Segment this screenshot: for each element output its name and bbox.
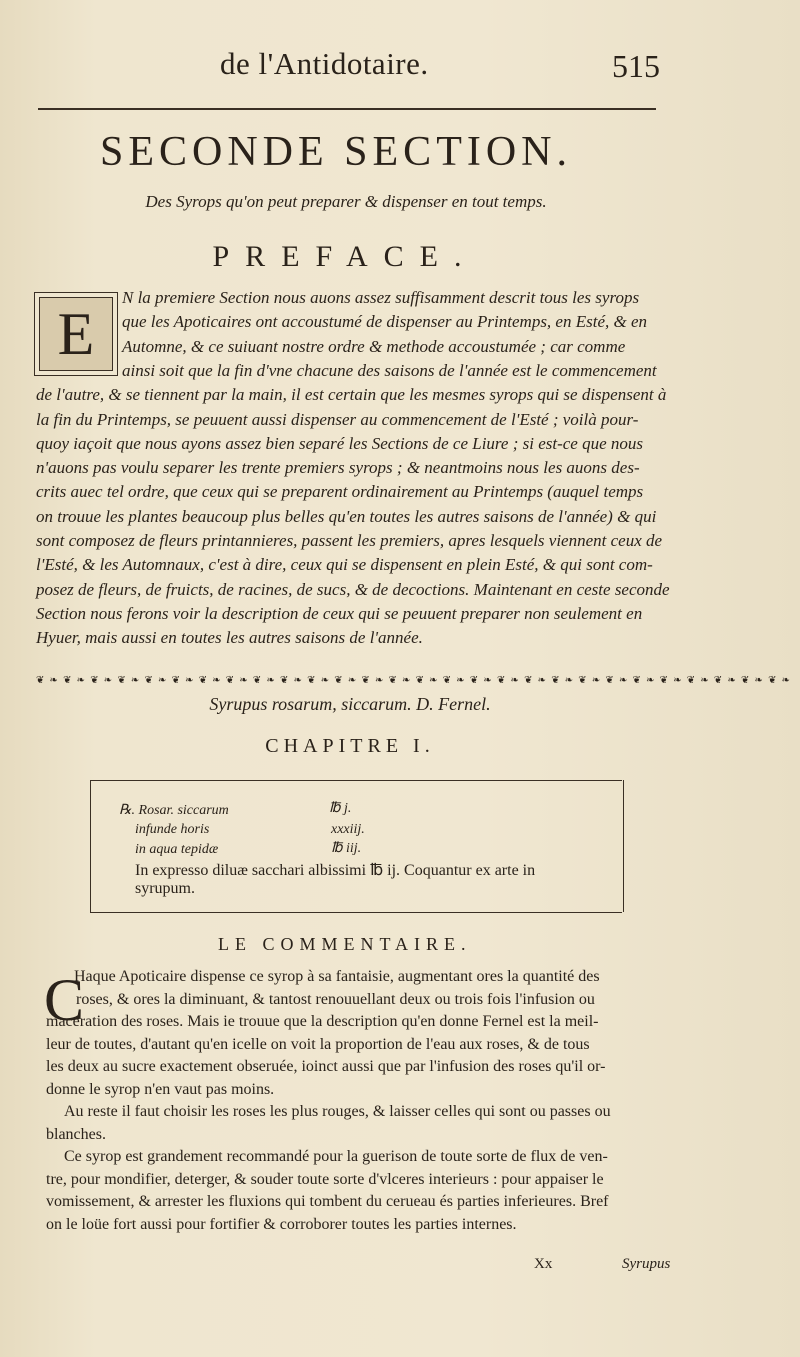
commentary-line: vomissement, & arrester les fluxions qui tombent du cerueau és parties inferieures. Bref xyxy=(46,1193,609,1210)
commentary-line: maceration des roses. Mais ie trouue que la description qu'en donne Fernel est la meil- xyxy=(46,1013,599,1030)
recipe-ingredient: ℞. Rosar. siccarum xyxy=(119,803,229,818)
preface-line: n'auons pas voulu separer les trente premiers syrops ; & neantmoins nous les auons des- xyxy=(36,458,640,478)
preface-line: Section nous ferons voir la description de ceux qui se peuuent preparer non seulement en xyxy=(36,603,643,623)
catchword: Syrupus xyxy=(622,1256,671,1272)
recipe-instruction: In expresso diluæ sacchari albissimi ℔ ij. Coquantur ex arte in xyxy=(135,862,536,879)
recipe-box xyxy=(90,780,624,912)
ornamental-divider: ❦ ❧ ❦ ❧ ❦ ❧ ❦ ❧ ❦ ❧ ❦ ❧ ❦ ❧ ❦ ❧ ❦ ❧ ❦ ❧ ❦ ❧ ❦ ❧ ❦ ❧ ❦ ❧ ❦ ❧ ❦ ❧ ❦ ❧ ❦ ❧ ❦ ❧ ❦ ❧ ❦ ❧ ❦ ❧ ❦ ❧ ❦ ❧ ❦ ❧ ❦ ❧ ❦ ❧ ❦ ❧ xyxy=(36,675,792,686)
commentary-line: donne le syrop n'en vaut pas moins. xyxy=(46,1080,275,1098)
recipe-ingredient: infunde horis xyxy=(135,822,210,837)
preface-line: sont composez de fleurs printannieres, passent les premiers, apres lesquels viennent ceux de xyxy=(36,531,663,550)
preface-line: posez de fleurs, de fruicts, de racines, de sucs, & de decoctions. Maintenant en ceste seconde xyxy=(36,579,670,599)
header-rule xyxy=(38,108,656,110)
commentary-line: tre, pour mondifier, deterger, & souder toute sorte d'vlceres interieurs : pour appaiser le xyxy=(46,1170,604,1188)
preface-line: la fin du Printemps, se peuuent aussi dispenser au commencement de l'Esté ; voilà pour- xyxy=(36,409,639,429)
decorated-initial: E xyxy=(34,292,118,376)
signature-mark: Xx xyxy=(534,1256,553,1272)
section-title: SECONDE SECTION. xyxy=(99,129,572,175)
preface-line: que les Apoticaires ont accoustumé de dispenser au Printemps, en Esté, & en xyxy=(122,312,648,332)
commentary-line: Au reste il faut choisir les roses les plus rouges, & laisser celles qui sont ou passes ou xyxy=(64,1103,611,1120)
running-header: de l'Antidotaire. xyxy=(220,46,429,81)
recipe-title: Syrupus rosarum, siccarum. D. Fernel. xyxy=(209,694,491,714)
commentary-line: Haque Apoticaire dispense ce syrop à sa fantaisie, augmentant ores la quantité des xyxy=(74,968,600,985)
page-number: 515 xyxy=(612,48,660,84)
commentary-line: Ce syrop est grandement recommandé pour la guerison de toute sorte de flux de ven- xyxy=(64,1148,608,1165)
preface-line: de l'autre, & se tiennent par la main, il est certain que les mesmes syrops qui se dispensent à xyxy=(36,385,667,405)
recipe-instruction: syrupum. xyxy=(135,880,195,897)
recipe-quantity: ℔ j. xyxy=(329,801,352,816)
preface-line: N la premiere Section nous auons assez suffisamment descrit tous les syrops xyxy=(122,288,640,307)
commentary-line: leur de toutes, d'autant qu'en icelle on voit la proportion de l'eau aux roses, & de tous xyxy=(46,1035,590,1053)
preface-line: l'Esté, & les Automnaux, c'est à dire, ceux qui se dispensent en plein Esté, & qui sont com- xyxy=(36,555,653,575)
section-subtitle: Des Syrops qu'on peut preparer & dispenser en tout temps. xyxy=(145,192,547,211)
preface-line: on trouue les plantes beaucoup plus belles qu'en toutes les autres saisons de l'année) & qui xyxy=(36,506,657,526)
commentary-line: on le loüe fort aussi pour fortifier & corroborer toutes les parties internes. xyxy=(46,1215,517,1233)
commentary-heading: LE COMMENTAIRE. xyxy=(218,934,472,954)
commentary-line: les deux au sucre exactement obseruée, ioinct aussi que par l'infusion des roses qu'il or- xyxy=(46,1058,606,1075)
preface-line: crits auec tel ordre, que ceux qui se preparent ordinairement au Printemps (auquel temps xyxy=(36,482,644,502)
recipe-box-bottom-rule xyxy=(90,912,622,913)
preface-line: Hyuer, mais aussi en toutes les autres saisons de l'année. xyxy=(36,628,423,648)
chapter-title: CHAPITRE I. xyxy=(265,735,435,757)
preface-heading: PREFACE. xyxy=(212,240,478,273)
preface-line: ainsi soit que la fin d'vne chacune des saisons de l'année est le commencement xyxy=(122,360,657,380)
commentary-line: roses, & ores la diminuant, & tantost renouuellant deux ou trois fois l'infusion ou xyxy=(76,990,595,1008)
preface-line: quoy iaçoit que nous ayons assez bien separé les Sections de ce Liure ; si est-ce que nous xyxy=(36,433,643,453)
recipe-quantity: xxxiij. xyxy=(331,822,365,837)
drop-cap: C xyxy=(44,967,85,1033)
preface-line: Automne, & ce suiuant nostre ordre & methode accoustumée ; car comme xyxy=(122,336,626,356)
recipe-ingredient: in aqua tepidæ xyxy=(135,842,219,857)
recipe-quantity: ℔ iij. xyxy=(331,841,362,856)
commentary-line: blanches. xyxy=(46,1125,106,1143)
